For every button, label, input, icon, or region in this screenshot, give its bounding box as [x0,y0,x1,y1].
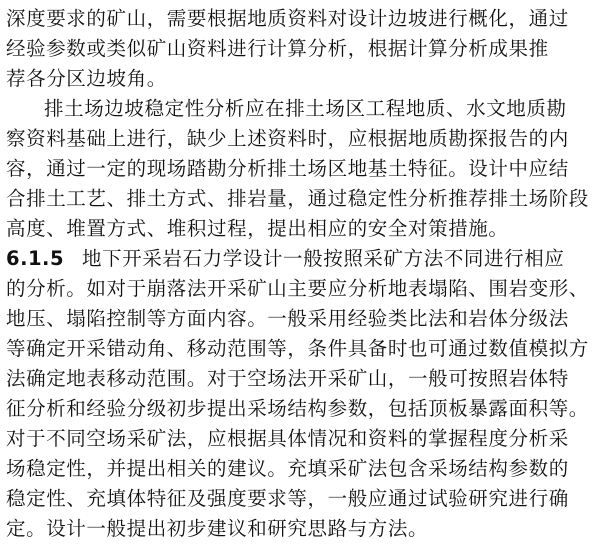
text-line-15: 对于不同空场采矿法，应根据具体情况和资料的掌握程度分析采 [6,427,569,450]
text-line-7: 合排土工艺、排土方式、排岩量，通过稳定性分析推荐排土场阶段 [6,187,589,210]
text-line-11: 地压、塌陷控制等方面内容。一般采用经验类比法和岩体分级法 [6,307,569,330]
text-line-2: 经验参数或类似矿山资料进行计算分析，根据计算分析成果推 [6,37,549,60]
paragraph-dump-slope-start: 排土场边坡稳定性分析应在排土场区工程地质、水文地质勘 [44,97,567,120]
text-line-18: 定。设计一般提出初步建议和研究思路与方法。 [6,517,429,540]
text-line-8: 高度、堆置方式、堆积过程，提出相应的安全对策措施。 [6,217,509,240]
text-line-12: 等确定开采错动角、移动范围等，条件具备时也可通过数值模拟方 [6,337,589,360]
section-number: 6.1.5 [6,247,65,270]
section-first-line: 地下开采岩石力学设计一般按照采矿方法不同进行相应 [82,247,565,270]
text-line-5: 察资料基础上进行，缺少上述资料时，应根据地质勘探报告的内 [6,127,569,150]
text-line-3: 荐各分区边坡角。 [6,67,167,90]
text-line-17: 稳定性、充填体特征及强度要求等，一般应通过试验研究进行确 [6,487,569,510]
text-line-1: 深度要求的矿山，需要根据地质资料对设计边坡进行概化，通过 [6,7,569,30]
text-line-6: 容，通过一定的现场踏勘分析排土场区地基土特征。设计中应结 [6,157,569,180]
text-line-10: 的分析。如对于崩落法开采矿山主要应分析地表塌陷、围岩变形、 [6,277,589,300]
text-line-13: 法确定地表移动范围。对于空场法开采矿山，一般可按照岩体特 [6,367,569,390]
text-line-16: 场稳定性，并提出相关的建议。充填采矿法包含采场结构参数的 [6,457,569,480]
section-heading-line [6,244,594,274]
text-line-14: 征分析和经验分级初步提出采场结构参数，包括顶板暴露面积等。 [6,397,589,420]
